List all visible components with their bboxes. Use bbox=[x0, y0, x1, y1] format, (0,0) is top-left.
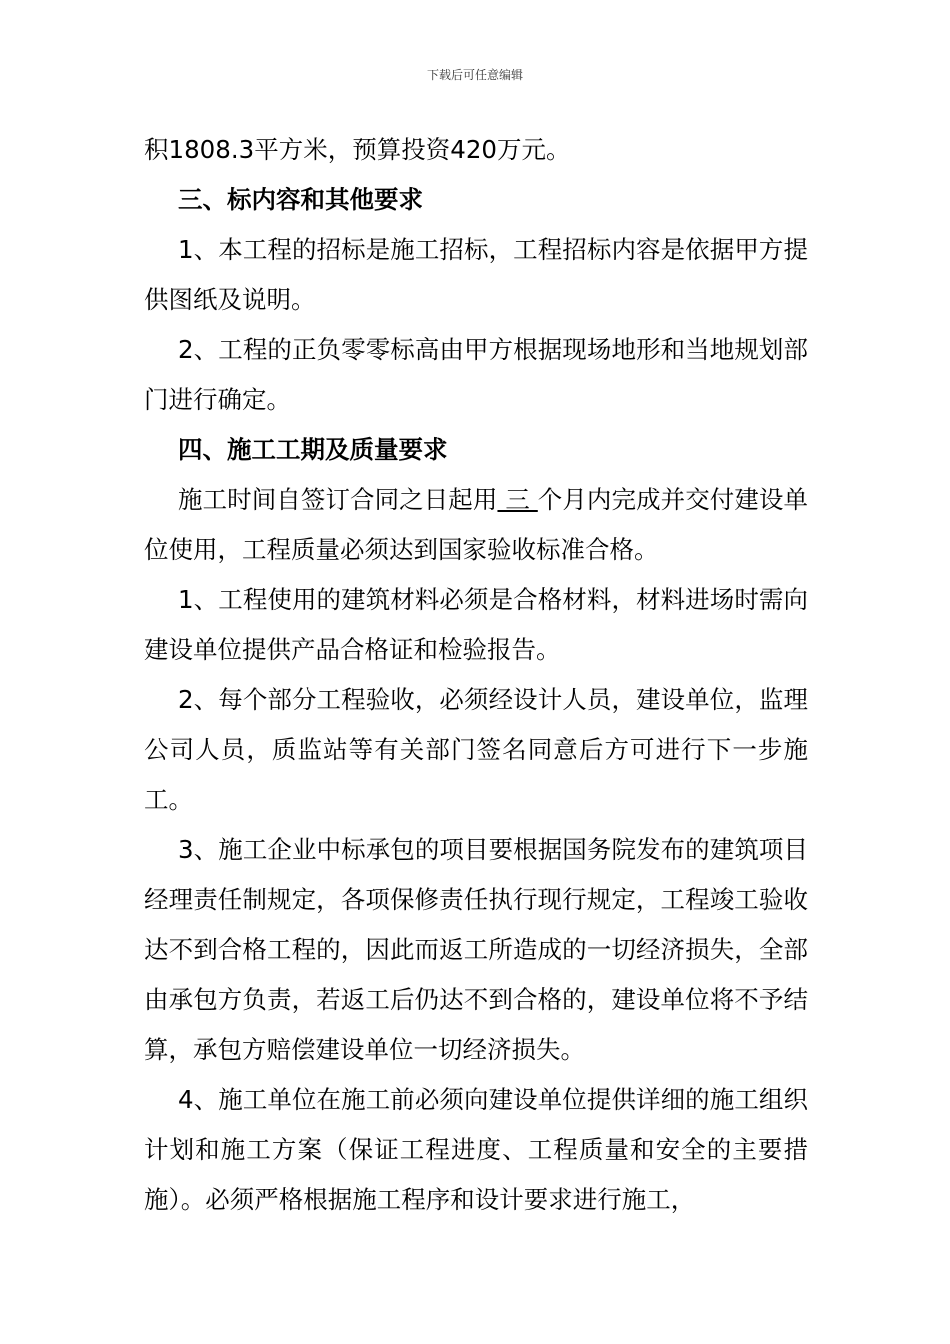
paragraph-4-3: 3、施工企业中标承包的项目要根据国务院发布的建筑项目经理责任制规定，各项保修责任执行现行规定，工程竣工验收达不到合格工程的，因此而返工所造成的一切经济损失，全部由承包方负责，若返工后仍达不到合格的，建设单位将不予结算，承包方赔偿建设单位一切经济损失。 bbox=[144, 835, 808, 1064]
paragraph-4-2: 2、每个部分工程验收，必须经设计人员，建设单位，监理公司人员，质监站等有关部门签名同意后方可进行下一步施工。 bbox=[144, 685, 808, 814]
document-body bbox=[144, 125, 808, 1225]
section-heading-3: 三、标内容和其他要求 bbox=[178, 185, 423, 214]
paragraph-3-2: 2、工程的正负零零标高由甲方根据现场地形和当地规划部门进行确定。 bbox=[144, 335, 808, 414]
paragraph-3-1: 1、本工程的招标是施工招标，工程招标内容是依据甲方提供图纸及说明。 bbox=[144, 235, 808, 314]
paragraph-area-budget: 积1808.3平方米，预算投资420万元。 bbox=[144, 135, 571, 164]
intro-text-b: 个月内完成并交付建设单位使用，工程质量必须达到国家验收标准合格。 bbox=[144, 485, 809, 564]
section-heading-4: 四、施工工期及质量要求 bbox=[178, 435, 448, 464]
page-header: 下载后可任意编辑 bbox=[426, 68, 523, 82]
paragraph-4-intro bbox=[144, 475, 808, 575]
intro-text-a: 施工时间自签订合同之日起用 bbox=[178, 485, 498, 514]
paragraph-4-4: 4、施工单位在施工前必须向建设单位提供详细的施工组织计划和施工方案（保证工程进度、工程质量和安全的主要措施）。必须严格根据施工程序和设计要求进行施工， bbox=[144, 1085, 808, 1214]
months-underlined: 三 bbox=[497, 485, 538, 514]
paragraph-4-1: 1、工程使用的建筑材料必须是合格材料，材料进场时需向建设单位提供产品合格证和检验报告。 bbox=[144, 585, 808, 664]
